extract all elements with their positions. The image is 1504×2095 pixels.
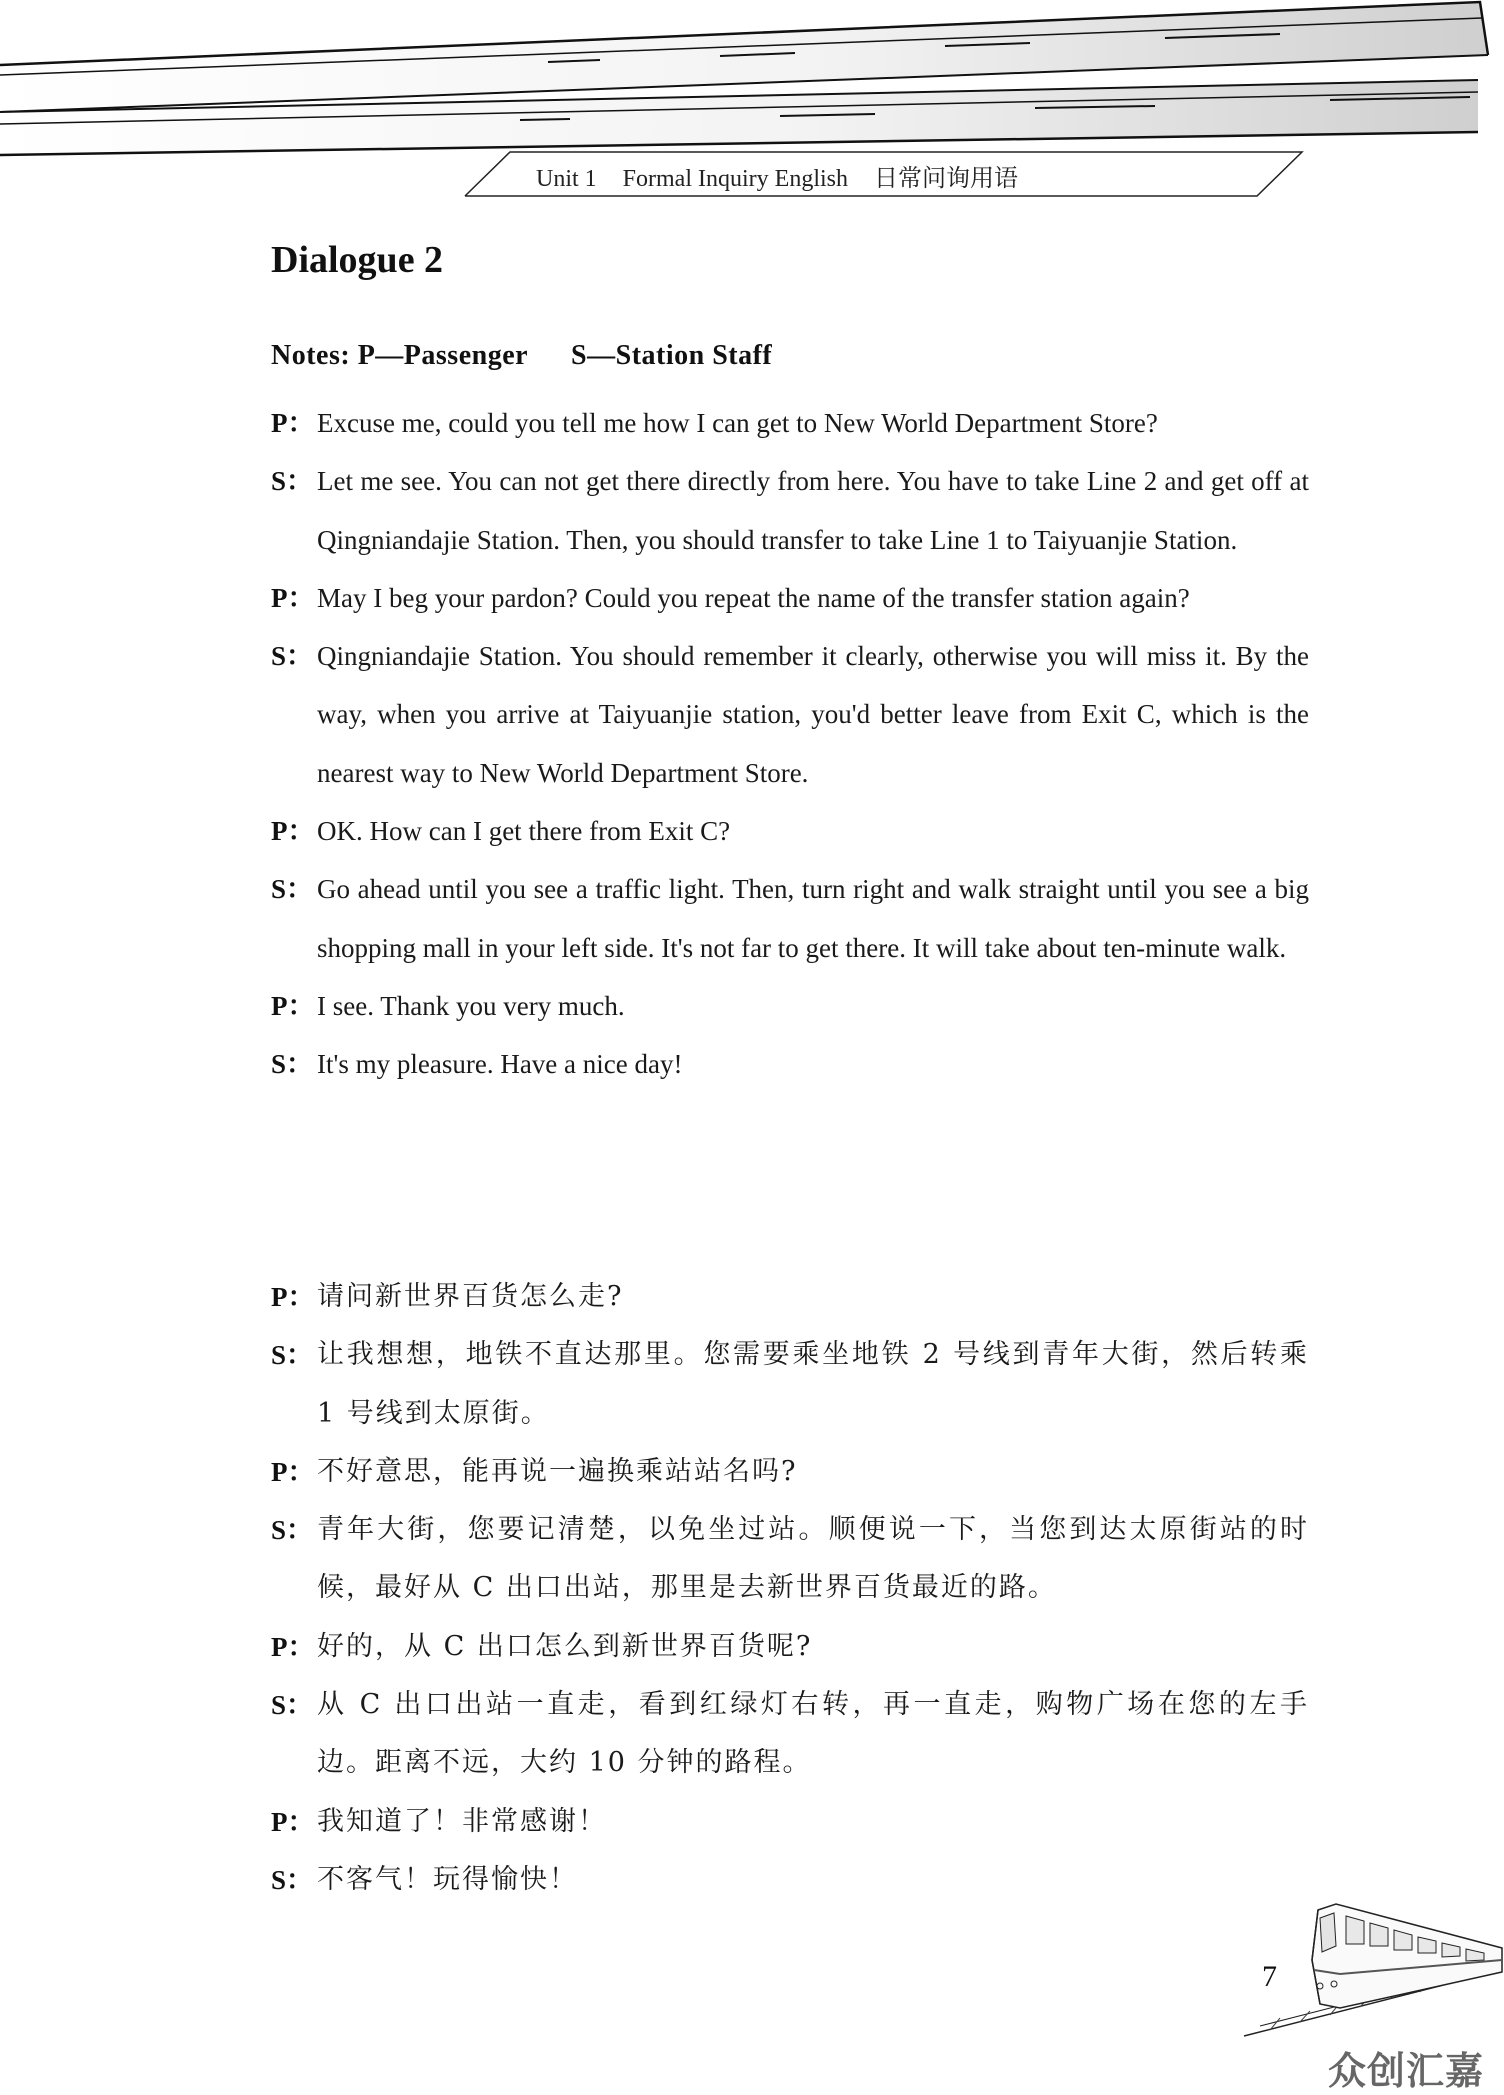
speaker-label: S： — [271, 641, 314, 672]
dialogue-line — [271, 860, 1309, 977]
dialogue-text: Let me see. You can not get there directly from here. You have to take Line 2 and get off at Qingniandajie Station. Then, you should transfer to take Line 1 to Taiyuanjie Station. — [317, 466, 1309, 555]
dialogue-text: 不客气！玩得愉快！ — [317, 1863, 578, 1895]
speaker-label: S： — [271, 1049, 314, 1080]
speaker-label: P： — [271, 582, 315, 613]
dialogue-line — [271, 1501, 1309, 1618]
dialogue-line — [271, 394, 1309, 452]
speaker-label: S： — [271, 874, 314, 905]
dialogue-line — [271, 1618, 1309, 1676]
speaker-label: P： — [271, 1806, 315, 1837]
dialogue-text: 我知道了！非常感谢！ — [317, 1805, 607, 1837]
speaker-label: S： — [271, 1690, 314, 1721]
section-title: Dialogue 2 — [271, 239, 444, 281]
speaker-label: S： — [271, 466, 314, 497]
dialogue-line — [271, 452, 1309, 569]
dialogue-text: 不好意思，能再说一遍换乘站站名吗? — [317, 1455, 798, 1487]
dialogue-text: 好的，从 C 出口怎么到新世界百货呢? — [317, 1630, 813, 1662]
dialogue-line — [271, 1326, 1309, 1443]
dialogue-line — [271, 1851, 1309, 1909]
watermark-text: 众创汇嘉 — [1328, 2049, 1485, 2093]
dialogue-line — [271, 627, 1309, 802]
speaker-label: P： — [271, 408, 315, 438]
dialogue-line — [271, 1443, 1309, 1501]
dialogue-text: I see. Thank you very much. — [317, 990, 625, 1021]
speaker-notes — [271, 340, 772, 372]
speaker-label: P： — [271, 1631, 315, 1662]
dialogue-text: Qingniandajie Station. You should remember it clearly, otherwise you will miss it. By the way, when you arrive at Taiyuanjie station, you'd better leave from Exit C, which is the nearest way to New World Department Store. — [317, 641, 1309, 788]
dialogue-text: 从 C 出口出站一直走，看到红绿灯右转，再一直走，购物广场在您的左手边。距离不远，大约 10 分钟的路程。 — [317, 1689, 1309, 1779]
dialogue-english — [271, 394, 1309, 1094]
dialogue-line — [271, 802, 1309, 860]
dialogue-text: 青年大街，您要记清楚，以免坐过站。顺便说一下，当您到达太原街站的时候，最好从 C 出口出站，那里是去新世界百货最近的路。 — [317, 1514, 1309, 1604]
unit-label: Unit 1 — [536, 166, 597, 192]
speaker-label: S： — [271, 1340, 314, 1371]
dialogue-line — [271, 1035, 1309, 1093]
dialogue-text: 让我想想，地铁不直达那里。您需要乘坐地铁 2 号线到青年大街，然后转乘 1 号线到太原街。 — [317, 1339, 1309, 1429]
dialogue-line — [271, 977, 1309, 1035]
dialogue-line — [271, 1793, 1309, 1851]
dialogue-text: 请问新世界百货怎么走? — [317, 1281, 624, 1312]
dialogue-chinese — [271, 1268, 1309, 1909]
notes-staff: S—Station Staff — [571, 340, 773, 371]
running-head — [0, 158, 1504, 193]
notes-passenger: Notes: P—Passenger — [271, 340, 528, 371]
unit-title-zh: 日常问询用语 — [874, 166, 1018, 192]
dialogue-line — [271, 569, 1309, 627]
dialogue-line — [271, 1676, 1309, 1793]
dialogue-text: It's my pleasure. Have a nice day! — [317, 1049, 683, 1080]
speaker-label: S： — [271, 1864, 314, 1895]
dialogue-text: Excuse me, could you tell me how I can get to New World Department Store? — [317, 408, 1158, 438]
speaker-label: S： — [271, 1515, 314, 1546]
dialogue-text: OK. How can I get there from Exit C? — [317, 816, 731, 847]
dialogue-line — [271, 1268, 1309, 1326]
speaker-label: P： — [271, 990, 315, 1021]
unit-title-en: Formal Inquiry English — [622, 166, 848, 192]
dialogue-text: Go ahead until you see a traffic light. Then, turn right and walk straight until you see a big shopping mall in your left side. It's not far to get there. It will take about ten-minute walk. — [317, 874, 1309, 963]
metro-train-icon — [1240, 1900, 1504, 2040]
speaker-label: P： — [271, 1456, 315, 1487]
speaker-label: P： — [271, 816, 315, 847]
dialogue-text: May I beg your pardon? Could you repeat the name of the transfer station again? — [317, 582, 1190, 613]
page-number: 7 — [1262, 1960, 1277, 1993]
speaker-label: P： — [271, 1282, 315, 1312]
